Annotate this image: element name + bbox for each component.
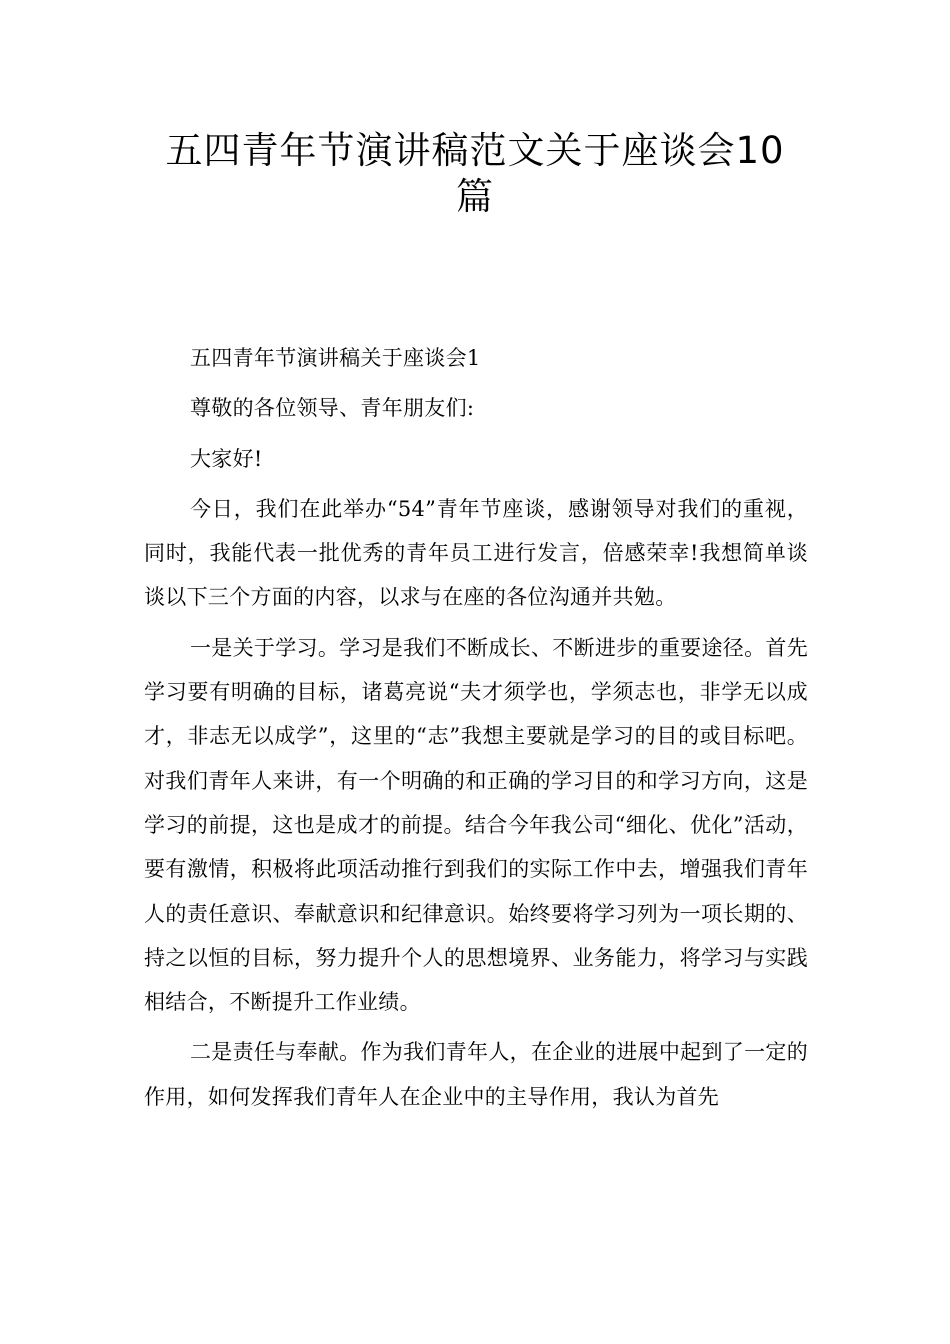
salutation: 尊敬的各位领导、青年朋友们: [190, 396, 475, 421]
section-heading: 五四青年节演讲稿关于座谈会1 [190, 346, 481, 370]
document-title [140, 128, 810, 220]
title-line-1: 五四青年节演讲稿范文关于座谈会10 [165, 129, 785, 172]
paragraph-responsibility: 二是责任与奉献。作为我们青年人，在企业的进展中起到了一定的作用，如何发挥我们青年人在企业中的主导作用，我认为首先 [144, 1040, 808, 1109]
greeting: 大家好! [190, 446, 263, 471]
paragraph-study: 一是关于学习。学习是我们不断成长、不断进步的重要途径。首先学习要有明确的目标，诸葛亮说“夫才须学也，学须志也，非学无以成才，非志无以成学”，这里的“志”我想主要就是学习的目的或目标吧。对我们青年人来讲，有一个明确的和正确的学习目的和学习方向，这是学习的前提，这也是成才的前提。结合今年我公司“细化、优化”活动，要有激情，积极将此项活动推行到我们的实际工作中去，增强我们青年人的责任意识、奉献意识和纪律意识。始终要将学习列为一项长期的、持之以恒的目标，努力提升个人的思想境界、业务能力，将学习与实践相结合，不断提升工作业绩。 [144, 635, 808, 1015]
paragraph-intro: 今日，我们在此举办“54”青年节座谈，感谢领导对我们的重视，同时，我能代表一批优秀的青年员工进行发言，倍感荣幸!我想简单谈谈以下三个方面的内容，以求与在座的各位沟通并共勉。 [144, 496, 808, 610]
title-line-2: 篇 [456, 175, 494, 218]
document-body [144, 336, 808, 1125]
